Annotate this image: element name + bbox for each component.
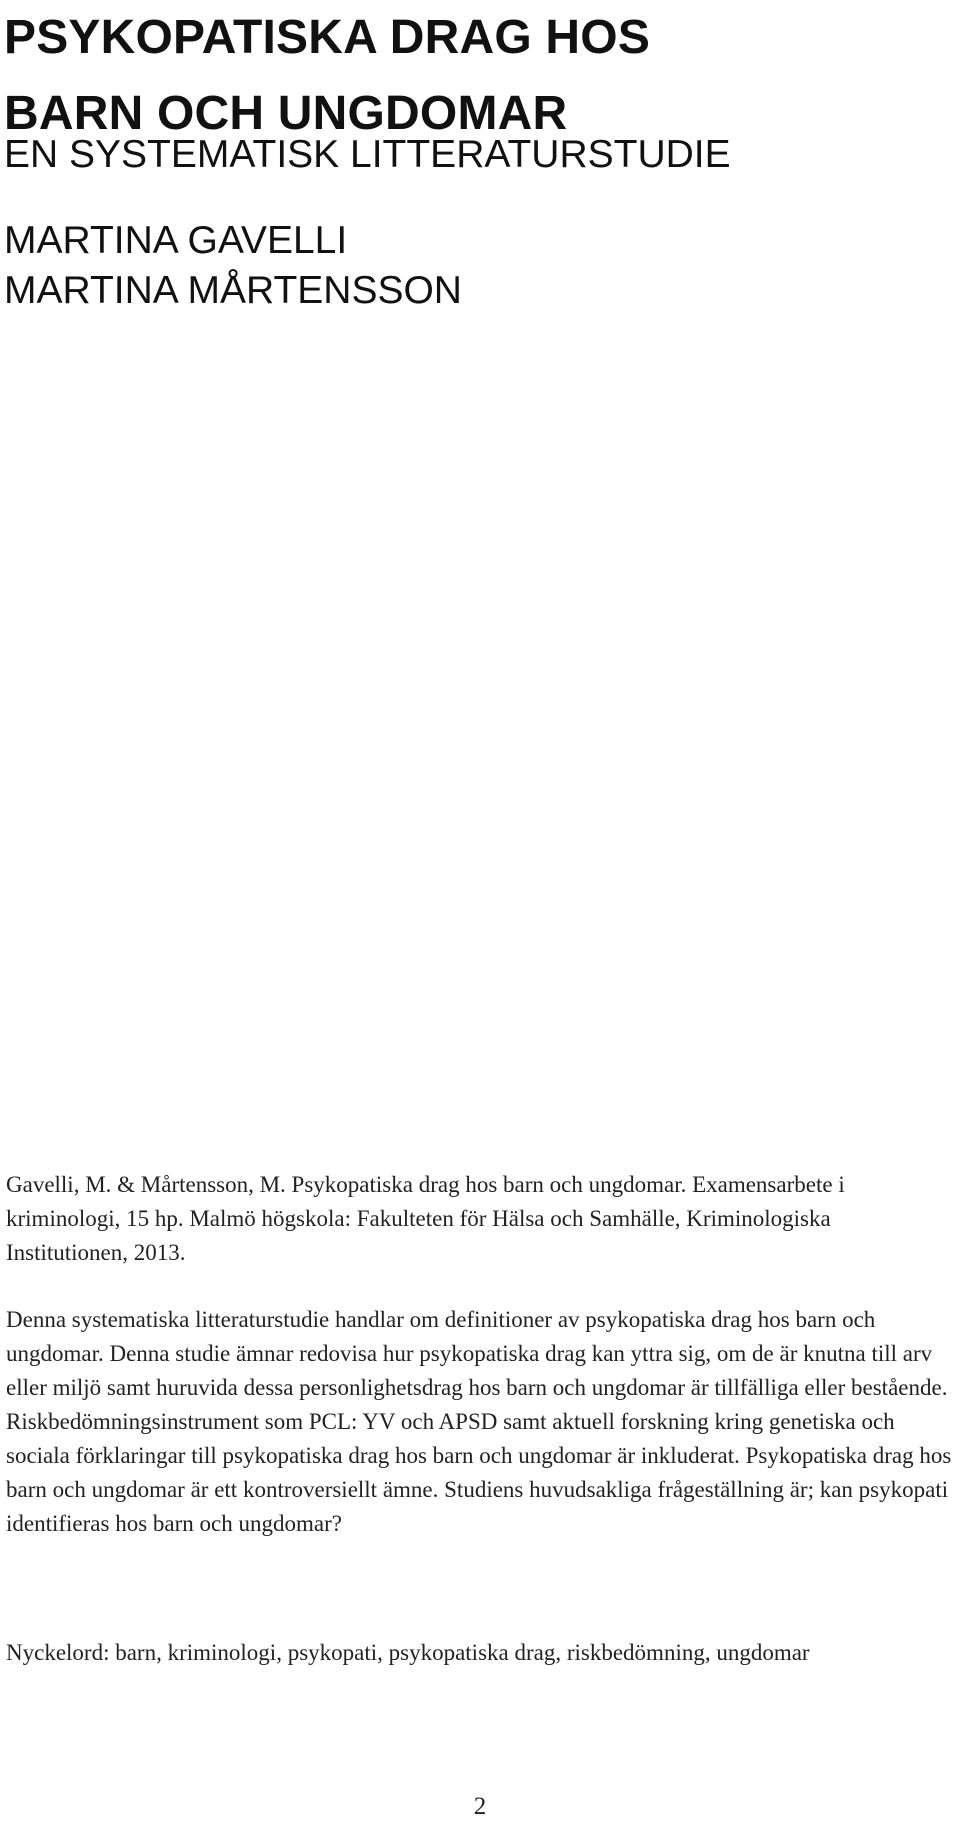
author-name: MARTINA GAVELLI	[4, 219, 348, 262]
title-line-2: BARN OCH UNGDOMAR	[4, 87, 568, 140]
title-line-1: PSYKOPATISKA DRAG HOS	[4, 11, 651, 64]
keywords-paragraph: Nyckelord: barn, kriminologi, psykopati, psykopatiska drag, riskbedömning, ungdomar	[6, 1640, 810, 1665]
page-number: 2	[473, 1793, 487, 1820]
abstract-paragraph: Denna systematiska litteraturstudie handlar om definitioner av psykopatiska drag hos barn och ungdomar. Denna studie ämnar redovisa hur psykopatiska drag kan yttra sig, om de är knutna till arv eller miljö samt huruvida dessa personlighetsdrag hos barn och ungdomar är tillfälliga eller bestående. Riskbedömningsinstrument som PCL: YV och APSD samt aktuell forskning kring genetiska och sociala förklaringar till psykopatiska drag hos barn och ungdomar är inkluderat. Psykopatiska drag hos barn och ungdomar är ett kontroversiellt ämne. Studiens huvudsakliga frågeställning är; kan psykopati identifieras hos barn och ungdomar?	[6, 1307, 952, 1536]
author-name: MARTINA MÅRTENSSON	[4, 269, 462, 312]
citation-paragraph: Gavelli, M. & Mårtensson, M. Psykopatiska drag hos barn och ungdomar. Examensarbete i kriminologi, 15 hp. Malmö högskola: Fakulteten för Hälsa och Samhälle, Kriminologiska Institutionen, 2013.	[6, 1172, 845, 1265]
author-list	[4, 216, 462, 316]
document-subtitle: EN SYSTEMATISK LITTERATURSTUDIE	[4, 133, 731, 176]
